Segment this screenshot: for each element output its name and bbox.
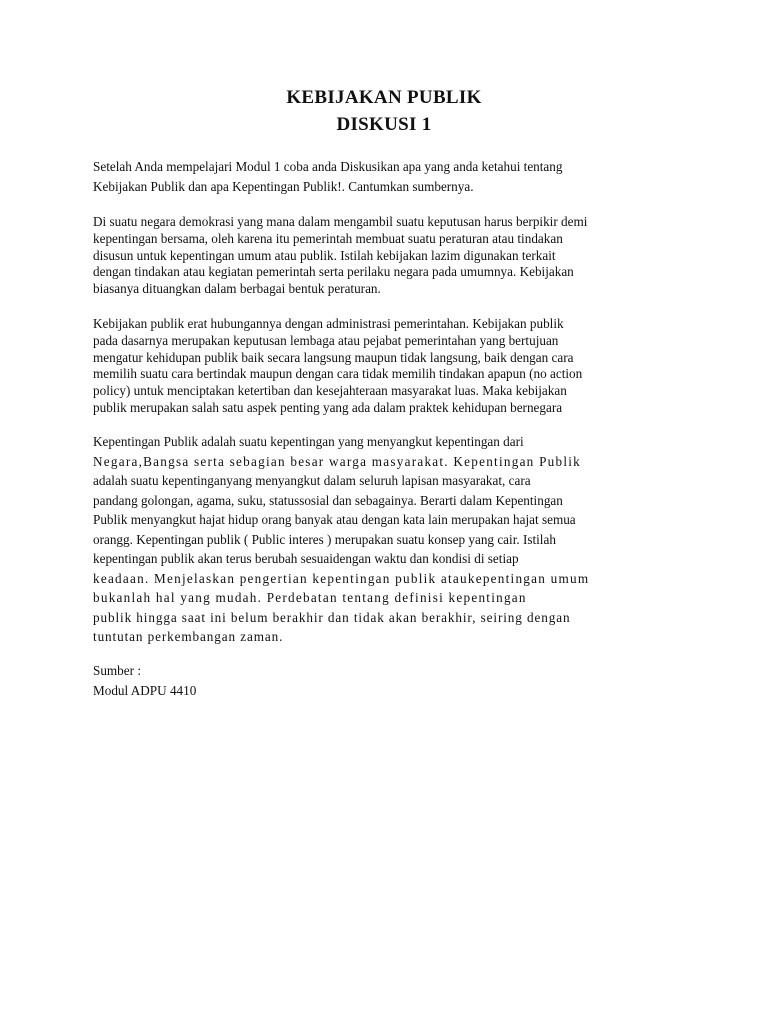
document-subtitle: DISKUSI 1	[336, 114, 432, 135]
paragraph-kepentingan-publik	[93, 432, 683, 647]
text-line: biasanya dituangkan dalam berbagai bentuk peraturan.	[93, 281, 381, 297]
paragraph-question	[93, 157, 683, 197]
text-line: mengatur kehidupan publik baik secara langsung maupun tidak langsung, baik dengan cara	[93, 349, 574, 365]
source-section	[93, 661, 683, 700]
text-line: bukanlah hal yang mudah. Perdebatan tentang definisi kepentingan	[93, 590, 527, 605]
source-reference: Modul ADPU 4410	[93, 682, 197, 698]
text-line: Publik menyangkut hajat hidup orang banyak atau dengan kata lain merupakan hajat semua	[93, 512, 576, 527]
text-line: Setelah Anda mempelajari Modul 1 coba anda Diskusikan apa yang anda ketahui tentang	[93, 159, 563, 174]
text-line: adalah suatu kepentinganyang menyangkut dalam seluruh lapisan masyarakat, cara	[93, 473, 531, 488]
paragraph-kebijakan-publik	[93, 316, 683, 417]
text-line: keadaan. Menjelaskan pengertian kepentingan publik ataukepentingan umum	[93, 570, 590, 586]
text-line: publik hingga saat ini belum berakhir dan tidak akan berakhir, seiring dengan	[93, 609, 571, 625]
text-line: dengan tindakan atau kegiatan pemerintah serta perilaku negara pada umumnya. Kebijakan	[93, 264, 574, 280]
text-line: disusun untuk kepentingan umum atau publik. Istilah kebijakan lazim digunakan terkait	[93, 247, 556, 263]
source-label: Sumber :	[93, 663, 141, 678]
text-line: Kebijakan Publik dan apa Kepentingan Publik!. Cantumkan sumbernya.	[93, 179, 474, 194]
text-line: publik merupakan salah satu aspek penting yang ada dalam praktek kehidupan bernegara	[93, 399, 563, 415]
text-line: Kebijakan publik erat hubungannya dengan administrasi pemerintahan. Kebijakan publik	[93, 316, 564, 331]
text-line: orangg. Kepentingan publik ( Public interes ) merupakan suatu konsep yang cair. Istilah	[93, 531, 556, 547]
text-line: Kepentingan Publik adalah suatu kepentingan yang menyangkut kepentingan dari	[93, 434, 524, 449]
text-line: memilih suatu cara bertindak maupun dengan cara tidak memilih tindakan apapun (no action	[93, 366, 583, 382]
text-line: tuntutan perkembangan zaman.	[93, 629, 284, 644]
text-line: pada dasarnya merupakan keputusan lembaga atau pejabat pemerintahan yang bertujuan	[93, 332, 559, 348]
text-line: pandang golongan, agama, suku, statussosial dan sebagainya. Berarti dalam Kepentingan	[93, 492, 563, 508]
paragraph-kebijakan-intro	[93, 214, 683, 298]
text-line: Di suatu negara demokrasi yang mana dalam mengambil suatu keputusan harus berpikir demi	[93, 214, 588, 229]
text-line: policy) untuk menciptakan ketertiban dan kesejahteraan masyarakat luas. Maka kebijakan	[93, 383, 567, 399]
document-title: KEBIJAKAN PUBLIK	[286, 87, 482, 108]
text-line: kepentingan publik akan terus berubah sesuaidengan waktu dan kondisi di setiap	[93, 551, 519, 566]
text-line: kepentingan bersama, oleh karena itu pemerintah membuat suatu peraturan atau tindakan	[93, 230, 563, 246]
text-line: Negara,Bangsa serta sebagian besar warga masyarakat. Kepentingan Publik	[93, 453, 582, 469]
